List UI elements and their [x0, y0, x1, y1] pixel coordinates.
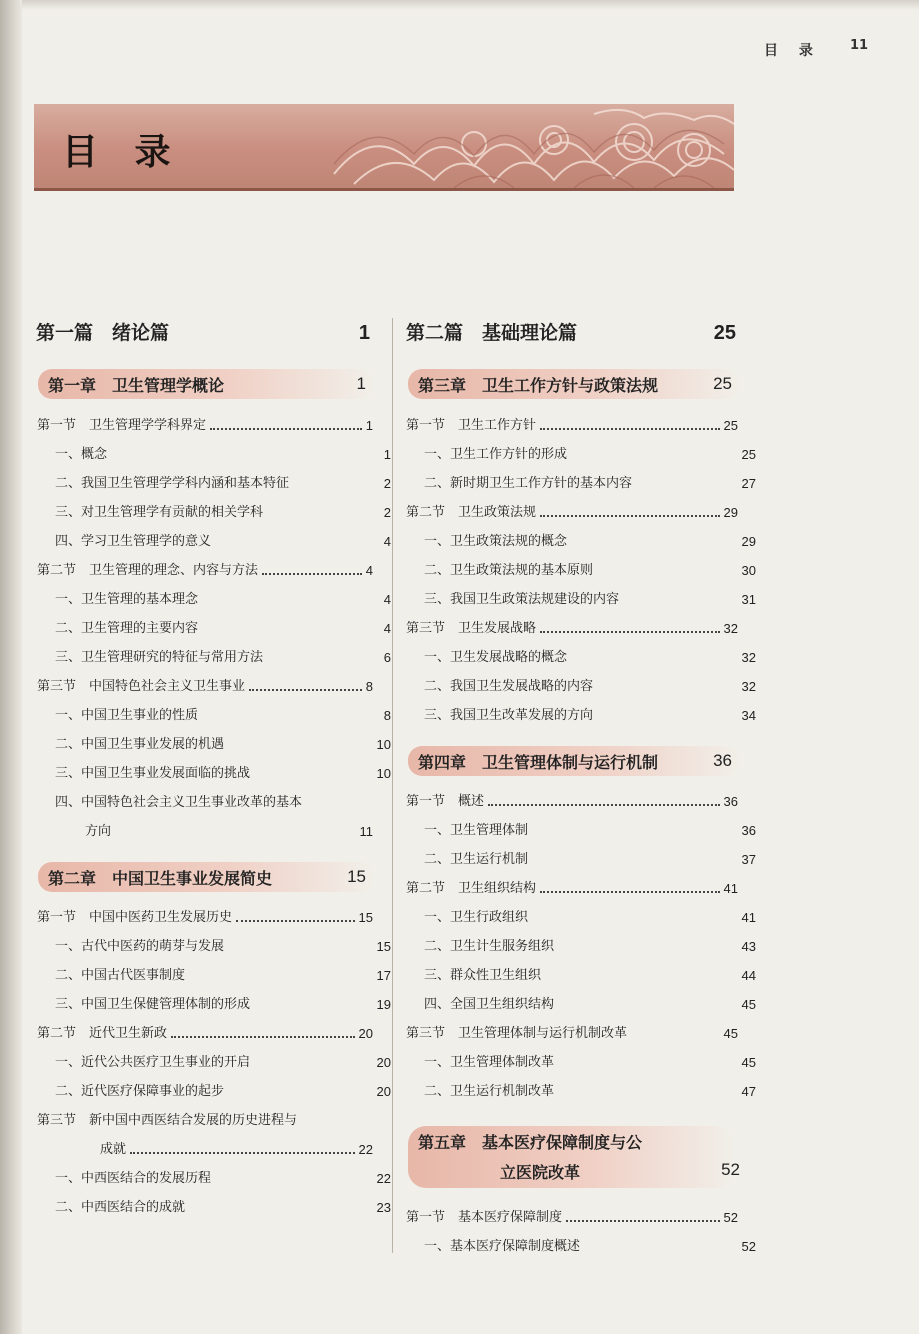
- part-title: 第二篇 基础理论篇: [406, 322, 578, 344]
- running-header-page-number: 11: [850, 38, 869, 53]
- toc-entry[interactable]: [37, 528, 391, 550]
- entry-text: 三、我国卫生改革发展的方向: [424, 708, 594, 723]
- toc-entry[interactable]: [406, 1233, 756, 1255]
- entry-text: 第三节 卫生发展战略: [406, 621, 537, 636]
- entry-page: 2: [383, 476, 391, 491]
- entry-page: 52: [741, 1239, 756, 1254]
- entry-text: 一、中国卫生事业的性质: [55, 708, 199, 723]
- dot-leader: [236, 920, 355, 922]
- toc-entry[interactable]: [37, 789, 391, 811]
- entry-page: 27: [741, 476, 756, 491]
- toc-entry[interactable]: [406, 702, 756, 724]
- chapter-title-line1: 第五章 基本医疗保障制度与公: [418, 1133, 643, 1152]
- entry-text: 一、卫生政策法规的概念: [424, 534, 568, 549]
- part-page: 25: [713, 322, 736, 344]
- entry-page: 37: [741, 852, 756, 867]
- entry-text: 第一节 概述: [406, 794, 485, 809]
- page-top-shadow: [22, 0, 919, 10]
- chapter-title: 第一章 卫生管理学概论: [48, 375, 225, 395]
- toc-entry[interactable]: [37, 499, 391, 521]
- chapter-title: 第二章 中国卫生事业发展简史: [48, 868, 273, 888]
- toc-entry[interactable]: [406, 470, 756, 492]
- entry-text: 第二节 卫生组织结构: [406, 881, 537, 896]
- dot-leader: [540, 891, 720, 893]
- entry-page: 29: [741, 534, 756, 549]
- toc-entry[interactable]: [37, 644, 391, 666]
- toc-entry[interactable]: [406, 644, 756, 666]
- entry-page: 47: [741, 1084, 756, 1099]
- entry-page: 20: [376, 1084, 391, 1099]
- toc-entry[interactable]: [37, 962, 391, 984]
- show-through-text: [60, 210, 72, 227]
- toc-entry[interactable]: [37, 441, 391, 463]
- entry-page: 10: [376, 766, 391, 781]
- entry-text: 二、卫生政策法规的基本原则: [424, 563, 594, 578]
- entry-text: 第三节 新中国中西医结合发展的历史进程与: [37, 1113, 298, 1128]
- entry-page: 22: [358, 1142, 373, 1157]
- entry-text: 二、卫生运行机制改革: [424, 1084, 555, 1099]
- entry-page: 32: [741, 679, 756, 694]
- entry-text: 第三节 中国特色社会主义卫生事业: [37, 679, 246, 694]
- entry-page: 44: [741, 968, 756, 983]
- chapter-title: 第四章 卫生管理体制与运行机制: [418, 752, 659, 772]
- entry-text: 四、中国特色社会主义卫生事业改革的基本: [55, 795, 303, 810]
- part-one-heading: [36, 318, 370, 345]
- entry-text: 方向: [85, 824, 112, 839]
- book-spine-shadow: [0, 0, 22, 1334]
- toc-entry[interactable]: [37, 615, 391, 637]
- entry-page: 23: [376, 1200, 391, 1215]
- entry-page: 15: [376, 939, 391, 954]
- entry-page: 8: [383, 708, 391, 723]
- entry-page: 41: [723, 881, 738, 896]
- toc-entry[interactable]: [406, 875, 738, 897]
- running-header-title: 目 录: [764, 43, 821, 59]
- toc-entry[interactable]: [406, 412, 738, 434]
- chapter-title-line2: 立医院改革: [500, 1163, 581, 1182]
- toc-entry[interactable]: [37, 1165, 391, 1187]
- chapter-four-heading[interactable]: [408, 746, 740, 776]
- toc-entry[interactable]: [37, 991, 391, 1013]
- entry-text: 二、我国卫生发展战略的内容: [424, 679, 594, 694]
- entry-text: 第二节 卫生政策法规: [406, 505, 537, 520]
- part-two-heading: [406, 318, 736, 345]
- toc-entry[interactable]: [406, 557, 756, 579]
- toc-entry[interactable]: [37, 1020, 373, 1042]
- entry-text: 三、卫生管理研究的特征与常用方法: [55, 650, 264, 665]
- chapter-two-heading[interactable]: [38, 862, 374, 892]
- entry-page: 1: [365, 418, 373, 433]
- toc-entry[interactable]: [100, 1136, 373, 1158]
- entry-text: 二、中国古代医事制度: [55, 968, 186, 983]
- entry-page: 10: [376, 737, 391, 752]
- entry-page: 45: [741, 997, 756, 1012]
- toc-entry[interactable]: [406, 1204, 738, 1226]
- entry-page: 52: [723, 1210, 738, 1225]
- entry-text: 四、全国卫生组织结构: [424, 997, 555, 1012]
- toc-entry[interactable]: [37, 586, 391, 608]
- chapter-page: 36: [713, 751, 732, 770]
- toc-entry[interactable]: [37, 731, 391, 753]
- dot-leader: [488, 804, 720, 806]
- entry-page: 32: [741, 650, 756, 665]
- part-title: 第一篇 绪论篇: [36, 322, 170, 344]
- entry-text: 第一节 卫生管理学学科界定: [37, 418, 207, 433]
- entry-text: 二、中西医结合的成就: [55, 1200, 186, 1215]
- entry-text: 一、卫生行政组织: [424, 910, 529, 925]
- entry-page: 32: [723, 621, 738, 636]
- chapter-page: 25: [713, 374, 732, 393]
- entry-text: 第二节 近代卫生新政: [37, 1026, 168, 1041]
- toc-entry[interactable]: [406, 991, 756, 1013]
- dot-leader: [262, 573, 362, 575]
- entry-text: 第一节 中国中医药卫生发展历史: [37, 910, 233, 925]
- dot-leader: [540, 515, 720, 517]
- entry-page: 4: [383, 534, 391, 549]
- toc-entry[interactable]: [37, 673, 373, 695]
- entry-text: 一、卫生管理体制: [424, 823, 529, 838]
- entry-page: 20: [358, 1026, 373, 1041]
- toc-entry[interactable]: [406, 615, 738, 637]
- entry-page: 2: [383, 505, 391, 520]
- toc-entry[interactable]: [37, 760, 391, 782]
- entry-page: 4: [383, 621, 391, 636]
- entry-page: 19: [376, 997, 391, 1012]
- column-divider: [392, 318, 393, 1253]
- dot-leader: [249, 689, 362, 691]
- entry-page: 31: [741, 592, 756, 607]
- toc-entry[interactable]: [406, 904, 756, 926]
- entry-text: 第一节 基本医疗保障制度: [406, 1210, 563, 1225]
- dot-leader: [540, 428, 720, 430]
- entry-page: 17: [376, 968, 391, 983]
- toc-entry[interactable]: [406, 673, 756, 695]
- toc-entry[interactable]: [406, 499, 738, 521]
- entry-text: 二、卫生运行机制: [424, 852, 529, 867]
- toc-entry[interactable]: [406, 441, 756, 463]
- entry-page: 34: [741, 708, 756, 723]
- toc-entry[interactable]: [406, 586, 756, 608]
- toc-entry[interactable]: [37, 702, 391, 724]
- entry-text: 三、对卫生管理学有贡献的相关学科: [55, 505, 264, 520]
- entry-text: 一、卫生管理体制改革: [424, 1055, 555, 1070]
- dot-leader: [540, 631, 720, 633]
- entry-page: 29: [723, 505, 738, 520]
- toc-entry[interactable]: [37, 1078, 391, 1100]
- chapter-title: 第三章 卫生工作方针与政策法规: [418, 375, 659, 395]
- entry-text: 成就: [100, 1142, 127, 1157]
- entry-text: 四、学习卫生管理学的意义: [55, 534, 212, 549]
- entry-text: 一、卫生工作方针的形成: [424, 447, 568, 462]
- toc-entry[interactable]: [37, 1049, 391, 1071]
- entry-page: 4: [365, 563, 373, 578]
- chapter-one-heading[interactable]: [38, 369, 374, 399]
- entry-text: 三、我国卫生政策法规建设的内容: [424, 592, 620, 607]
- toc-entry[interactable]: [406, 1049, 756, 1071]
- entry-text: 三、中国卫生事业发展面临的挑战: [55, 766, 251, 781]
- entry-text: 二、近代医疗保障事业的起步: [55, 1084, 225, 1099]
- entry-page: 4: [383, 592, 391, 607]
- entry-text: 三、中国卫生保健管理体制的形成: [55, 997, 251, 1012]
- toc-entry[interactable]: [406, 846, 756, 868]
- chapter-page: 1: [356, 374, 366, 393]
- entry-page: 15: [358, 910, 373, 925]
- entry-page: 45: [741, 1055, 756, 1070]
- entry-page: 25: [741, 447, 756, 462]
- entry-text: 第二节 卫生管理的理念、内容与方法: [37, 563, 259, 578]
- entry-text: 二、卫生计生服务组织: [424, 939, 555, 954]
- entry-text: 三、群众性卫生组织: [424, 968, 542, 983]
- entry-page: 25: [723, 418, 738, 433]
- entry-text: 一、中西医结合的发展历程: [55, 1171, 212, 1186]
- entry-page: 45: [723, 1026, 738, 1041]
- toc-entry[interactable]: [37, 1107, 373, 1129]
- toc-entry[interactable]: [85, 818, 373, 840]
- entry-page: 43: [741, 939, 756, 954]
- dot-leader: [210, 428, 362, 430]
- toc-entry[interactable]: [406, 528, 756, 550]
- toc-entry[interactable]: [37, 1194, 391, 1216]
- toc-entry[interactable]: [406, 1078, 756, 1100]
- toc-entry[interactable]: [37, 470, 391, 492]
- dot-leader: [171, 1036, 355, 1038]
- entry-page: 36: [723, 794, 738, 809]
- entry-text: 二、我国卫生管理学学科内涵和基本特征: [55, 476, 290, 491]
- dot-leader: [130, 1152, 355, 1154]
- toc-entry[interactable]: [37, 412, 373, 434]
- banner-title: 目 录: [62, 131, 183, 173]
- entry-text: 第一节 卫生工作方针: [406, 418, 537, 433]
- part-page: 1: [358, 322, 370, 344]
- chapter-page: 52: [721, 1160, 740, 1179]
- toc-entry[interactable]: [406, 817, 756, 839]
- entry-text: 二、卫生管理的主要内容: [55, 621, 199, 636]
- entry-page: 30: [741, 563, 756, 578]
- dot-leader: [566, 1220, 720, 1222]
- chapter-five-heading[interactable]: [408, 1126, 740, 1188]
- toc-entry[interactable]: [37, 557, 373, 579]
- entry-page: 1: [383, 447, 391, 462]
- entry-page: 20: [376, 1055, 391, 1070]
- toc-banner: [34, 104, 734, 191]
- toc-entry[interactable]: [37, 904, 373, 926]
- entry-text: 一、古代中医药的萌芽与发展: [55, 939, 225, 954]
- toc-entry[interactable]: [37, 933, 391, 955]
- toc-entry[interactable]: [406, 933, 756, 955]
- chapter-three-heading[interactable]: [408, 369, 740, 399]
- entry-page: 36: [741, 823, 756, 838]
- entry-page: 6: [383, 650, 391, 665]
- entry-text: 二、新时期卫生工作方针的基本内容: [424, 476, 633, 491]
- entry-text: 二、中国卫生事业发展的机遇: [55, 737, 225, 752]
- entry-page: 11: [359, 824, 373, 839]
- entry-text: 一、基本医疗保障制度概述: [424, 1239, 581, 1254]
- chapter-page: 15: [347, 867, 366, 886]
- entry-page: 22: [376, 1171, 391, 1186]
- entry-text: 一、概念: [55, 447, 108, 462]
- entry-text: 一、近代公共医疗卫生事业的开启: [55, 1055, 251, 1070]
- entry-text: 第三节 卫生管理体制与运行机制改革: [406, 1026, 628, 1041]
- toc-entry[interactable]: [406, 1020, 738, 1042]
- entry-text: 一、卫生管理的基本理念: [55, 592, 199, 607]
- entry-page: 8: [365, 679, 373, 694]
- entry-page: 41: [741, 910, 756, 925]
- toc-entry[interactable]: [406, 788, 738, 810]
- entry-text: 一、卫生发展战略的概念: [424, 650, 568, 665]
- toc-entry[interactable]: [406, 962, 756, 984]
